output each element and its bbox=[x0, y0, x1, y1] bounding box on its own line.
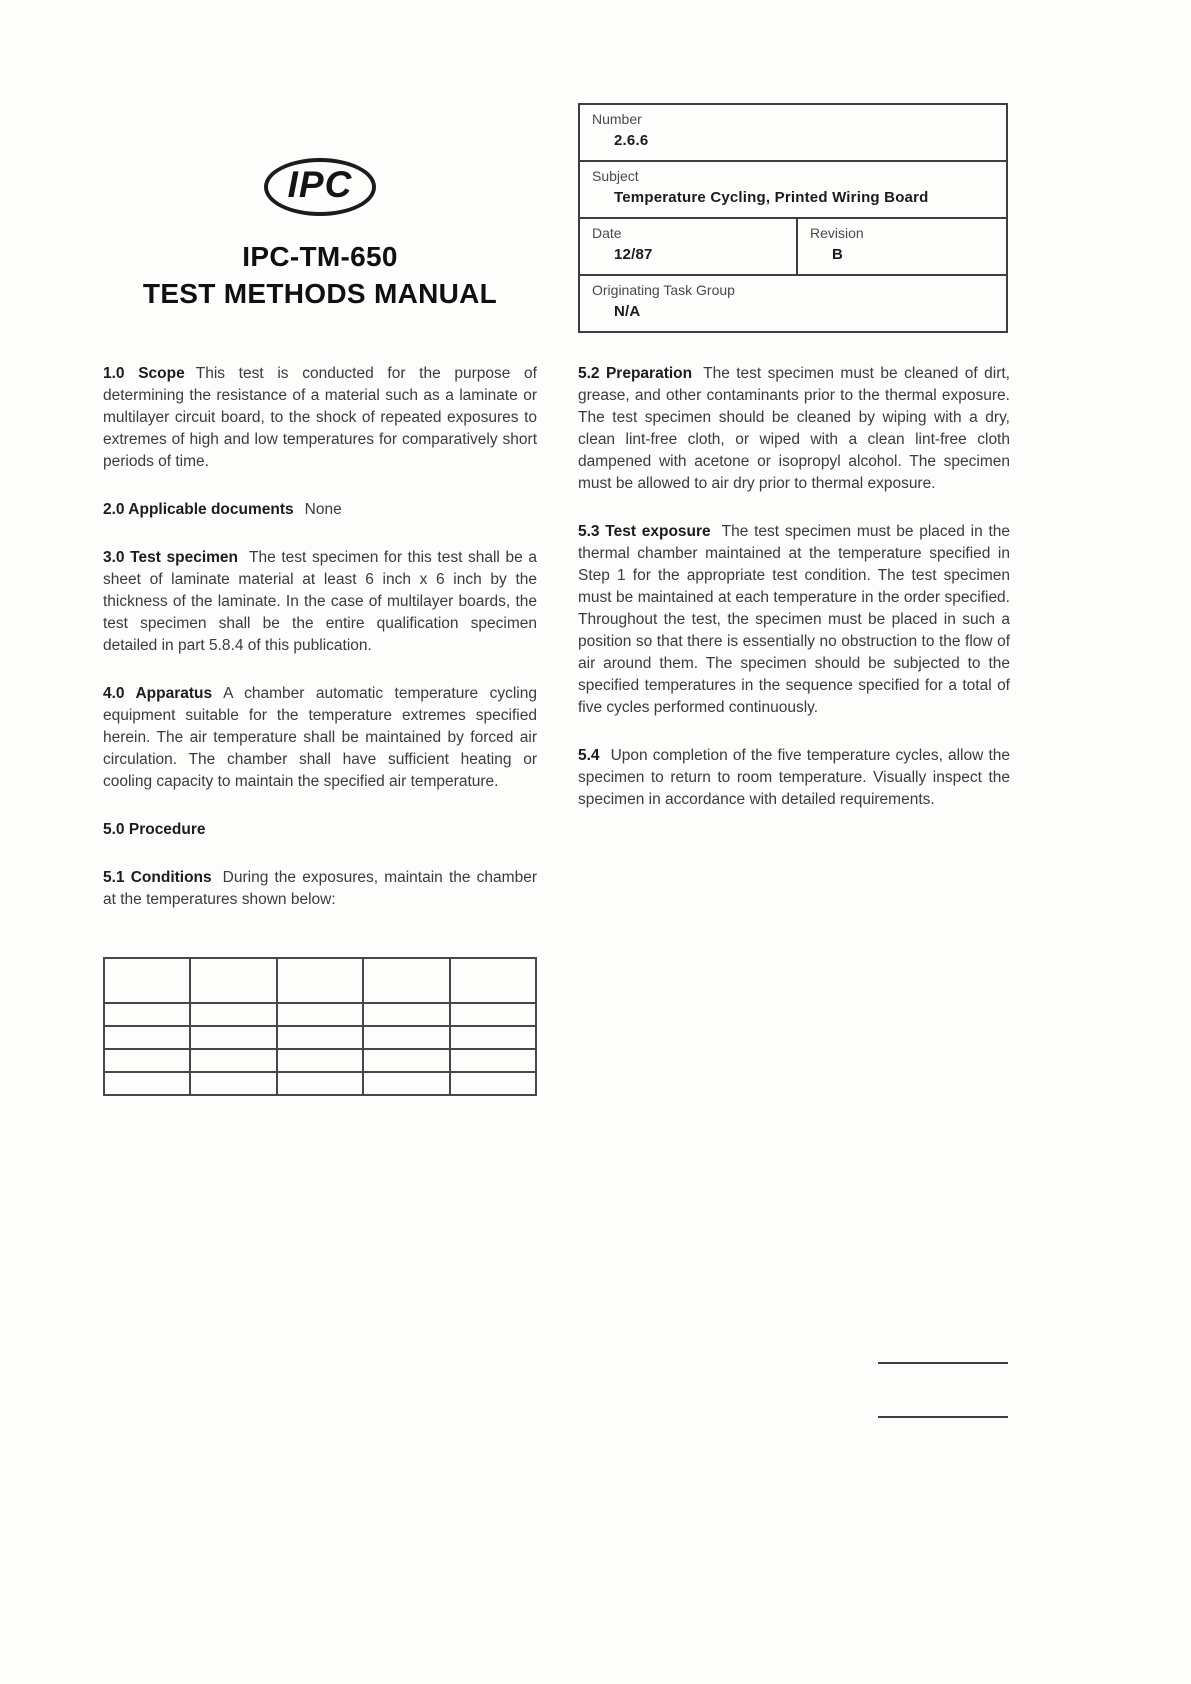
table-cell bbox=[450, 958, 536, 1003]
section-3-0-test-specimen bbox=[103, 547, 537, 657]
table-cell bbox=[104, 1072, 190, 1095]
table-cell bbox=[363, 1003, 449, 1026]
header-row-number bbox=[580, 105, 1006, 162]
ipc-logo-text: IPC bbox=[287, 164, 353, 205]
task-group-value: N/A bbox=[614, 303, 641, 320]
section-heading: 5.1 Conditions bbox=[103, 869, 212, 886]
section-heading: 5.3 Test exposure bbox=[578, 523, 711, 540]
conditions-table bbox=[103, 957, 537, 1096]
date-value: 12/87 bbox=[614, 246, 653, 263]
signature-line bbox=[878, 1416, 1008, 1418]
section-4-0-apparatus bbox=[103, 683, 537, 793]
header-cell-revision bbox=[798, 219, 1006, 274]
section-heading: 3.0 Test specimen bbox=[103, 549, 239, 566]
table-cell bbox=[277, 1072, 363, 1095]
task-group-label: Originating Task Group bbox=[592, 282, 735, 298]
section-body: This test is conducted for the purpose of determining the resistance of a material such as a laminate or multilayer circuit board, to the shock of repeated exposures to extremes of high and low temperatures for comparatively short periods of time. bbox=[103, 365, 537, 470]
document-header-box bbox=[578, 103, 1008, 333]
subject-value: Temperature Cycling, Printed Wiring Board bbox=[614, 189, 929, 206]
section-heading: 1.0 Scope bbox=[103, 365, 185, 382]
section-heading: 5.4 bbox=[578, 747, 600, 764]
section-5-2-preparation bbox=[578, 363, 1010, 495]
header-cell-date bbox=[580, 219, 798, 274]
left-column bbox=[103, 363, 537, 1096]
section-body: The test specimen must be cleaned of dirt, grease, and other contaminants prior to the thermal exposure. The test specimen should be cleaned by wiping with a dry, clean lint-free cloth, or wiped with a clean lint-free cloth dampened with acetone or isopropyl alcohol. The specimen must be allowed to air dry prior to thermal exposure. bbox=[578, 365, 1010, 492]
revision-label: Revision bbox=[810, 225, 864, 241]
table-cell bbox=[277, 1003, 363, 1026]
section-body: During the exposures, maintain the chamber at the temperatures shown below: bbox=[103, 869, 537, 908]
conditions-table-row bbox=[104, 1003, 536, 1026]
table-cell bbox=[450, 1026, 536, 1049]
section-2-0-applicable-documents bbox=[103, 499, 537, 521]
section-5-3-test-exposure bbox=[578, 521, 1010, 719]
table-cell bbox=[363, 1026, 449, 1049]
date-label: Date bbox=[592, 225, 622, 241]
header-row-task-group bbox=[580, 276, 1006, 331]
section-heading: 2.0 Applicable documents bbox=[103, 501, 294, 518]
table-cell bbox=[104, 1049, 190, 1072]
section-body: The test specimen must be placed in the thermal chamber maintained at the temperature specified in Step 1 for the appropriate test condition. The test specimen must be maintained at each temperature in the order specified. Throughout the test, the specimen must be placed in such a position so that there is essentially no obstruction to the flow of air around them. The specimen should be subjected to the specified temperatures in the sequence specified for a total of five cycles performed continuously. bbox=[578, 523, 1010, 716]
section-body: Upon completion of the five temperature cycles, allow the specimen to return to room temperature. Visually inspect the specimen in accordance with detailed requirements. bbox=[578, 747, 1010, 808]
table-cell bbox=[190, 1072, 276, 1095]
table-cell bbox=[363, 1049, 449, 1072]
conditions-table-row bbox=[104, 1049, 536, 1072]
table-cell bbox=[190, 1003, 276, 1026]
table-cell bbox=[277, 1049, 363, 1072]
doc-title-line2: TEST METHODS MANUAL bbox=[142, 278, 498, 309]
conditions-table-row bbox=[104, 1026, 536, 1049]
table-cell bbox=[190, 1049, 276, 1072]
section-heading: 5.0 Procedure bbox=[103, 821, 206, 838]
signature-line bbox=[878, 1362, 1008, 1364]
section-heading: 4.0 Apparatus bbox=[103, 685, 213, 702]
conditions-table-header-row bbox=[104, 958, 536, 1003]
masthead bbox=[103, 158, 537, 312]
table-cell bbox=[363, 958, 449, 1003]
section-5-0-procedure bbox=[103, 819, 537, 841]
revision-value: B bbox=[832, 246, 844, 263]
subject-label: Subject bbox=[592, 168, 639, 184]
table-cell bbox=[104, 1026, 190, 1049]
section-1-0-scope bbox=[103, 363, 537, 473]
section-5-1-conditions bbox=[103, 867, 537, 911]
table-cell bbox=[277, 958, 363, 1003]
section-heading: 5.2 Preparation bbox=[578, 365, 693, 382]
table-cell bbox=[104, 1003, 190, 1026]
section-body: A chamber automatic temperature cycling equipment suitable for the temperature extremes specified herein. The air temperature shall be maintained by forced air circulation. The chamber shall have sufficient heating or cooling capacity to maintain the specified air temperature. bbox=[103, 685, 537, 790]
table-cell bbox=[450, 1003, 536, 1026]
section-body: The test specimen for this test shall be a sheet of laminate material at least 6 inch x 6 inch by the thickness of the laminate. In the case of multilayer boards, the test specimen shall be the entire qualification specimen detailed in part 5.8.4 of this publication. bbox=[103, 549, 537, 654]
ipc-logo bbox=[264, 158, 377, 216]
doc-title-line1: IPC-TM-650 bbox=[242, 241, 398, 272]
conditions-table-row bbox=[104, 1072, 536, 1095]
section-5-4 bbox=[578, 745, 1010, 811]
table-cell bbox=[190, 1026, 276, 1049]
table-cell bbox=[450, 1049, 536, 1072]
right-column bbox=[578, 363, 1010, 837]
number-label: Number bbox=[592, 111, 642, 127]
table-cell bbox=[104, 958, 190, 1003]
section-body: None bbox=[304, 501, 342, 518]
number-value: 2.6.6 bbox=[614, 132, 649, 149]
table-cell bbox=[450, 1072, 536, 1095]
header-row-subject bbox=[580, 162, 1006, 219]
table-cell bbox=[277, 1026, 363, 1049]
table-cell bbox=[363, 1072, 449, 1095]
table-cell bbox=[190, 958, 276, 1003]
header-row-date-revision bbox=[580, 219, 1006, 276]
